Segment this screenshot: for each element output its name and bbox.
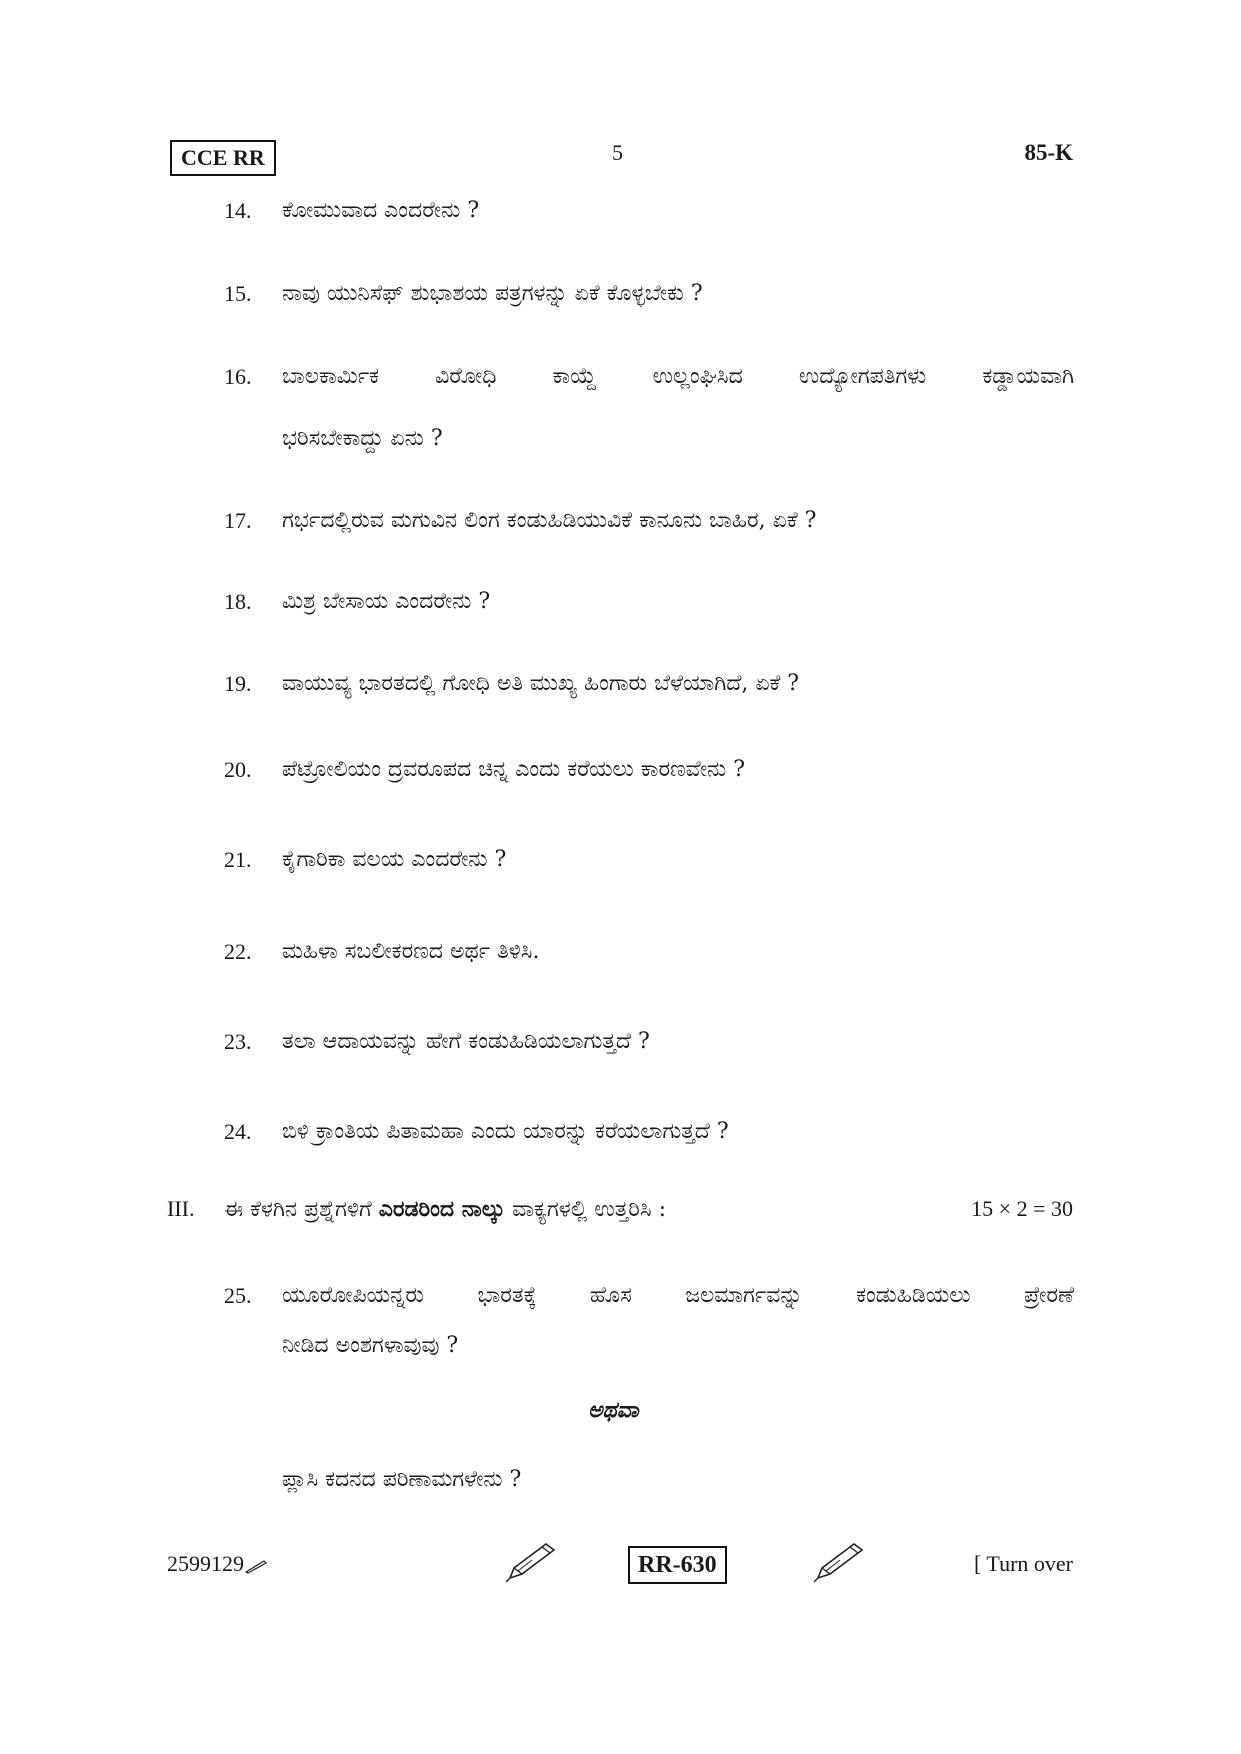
question-22 bbox=[224, 935, 1074, 969]
question-20 bbox=[224, 753, 1074, 787]
question-number: 14. bbox=[224, 198, 252, 223]
question-text: ವಾಯುವ್ಯ ಭಾರತದಲ್ಲಿ ಗೋಧಿ ಅತಿ ಮುಖ್ಯ ಹಿಂಗಾರು ಬೆಳೆಯಾಗಿದೆ, ಏಕೆ ? bbox=[282, 671, 800, 696]
question-number: 22. bbox=[224, 939, 252, 964]
footer-code-box: RR-630 bbox=[628, 1546, 727, 1584]
serial-text: 2599129 bbox=[167, 1551, 244, 1576]
question-text: ಮಿಶ್ರ ಬೇಸಾಯ ಎಂದರೇನು ? bbox=[282, 589, 491, 614]
page-number: 5 bbox=[612, 140, 623, 165]
question-16 bbox=[224, 360, 1074, 456]
instruction-text: ಈ ಕೆಳಗಿನ ಪ್ರಶ್ನೆಗಳಿಗೆ bbox=[224, 1197, 379, 1222]
question-number: 24. bbox=[224, 1119, 252, 1144]
question-19 bbox=[224, 667, 1074, 701]
question-number: 23. bbox=[224, 1029, 252, 1054]
turn-over-note: [ Turn over bbox=[973, 1551, 1073, 1576]
question-text-continued: ನೀಡಿದ ಅಂಶಗಳಾವುವು ? bbox=[282, 1333, 459, 1358]
question-number: 17. bbox=[224, 508, 252, 533]
question-14 bbox=[224, 194, 1074, 228]
question-text: ಬಾಲಕಾರ್ಮಿಕ ವಿರೋಧಿ ಕಾಯ್ದೆ ಉಲ್ಲಂಘಿಸಿದ ಉದ್ಯೋಗಪತಿಗಳು ಕಡ್ಡಾಯವಾಗಿ bbox=[282, 364, 1074, 389]
question-text: ಕೈಗಾರಿಕಾ ವಲಯ ಎಂದರೇನು ? bbox=[282, 847, 507, 872]
paper-code: 85-K bbox=[1024, 140, 1073, 165]
question-number: 19. bbox=[224, 671, 252, 696]
section-three-heading bbox=[167, 1192, 1073, 1227]
question-number: 16. bbox=[224, 364, 252, 389]
pen-icon bbox=[810, 1538, 868, 1584]
instruction-text-end: ವಾಕ್ಯಗಳಲ್ಲಿ ಉತ್ತರಿಸಿ : bbox=[505, 1197, 666, 1222]
question-text: ತಲಾ ಆದಾಯವನ್ನು ಹೇಗೆ ಕಂಡುಹಿಡಿಯಲಾಗುತ್ತದೆ ? bbox=[282, 1029, 650, 1054]
question-23 bbox=[224, 1025, 1074, 1059]
question-18 bbox=[224, 585, 1074, 619]
question-number: 21. bbox=[224, 847, 252, 872]
question-17 bbox=[224, 504, 1074, 538]
question-text: ಗರ್ಭದಲ್ಲಿರುವ ಮಗುವಿನ ಲಿಂಗ ಕಂಡುಹಿಡಿಯುವಿಕೆ ಕಾನೂನು ಬಾಹಿರ, ಏಕೆ ? bbox=[282, 508, 817, 533]
instruction-emphasis: ಎರಡರಿಂದ ನಾಲ್ಕು bbox=[378, 1196, 506, 1222]
question-text: ಕೋಮುವಾದ ಎಂದರೇನು ? bbox=[282, 198, 480, 223]
question-text: ಮಹಿಳಾ ಸಬಲೀಕರಣದ ಅರ್ಥ ತಿಳಿಸಿ. bbox=[282, 939, 540, 964]
section-instruction bbox=[224, 1192, 666, 1227]
question-number: 15. bbox=[224, 281, 252, 306]
question-text: ನಾವು ಯುನಿಸೆಫ್ ಶುಭಾಶಯ ಪತ್ರಗಳನ್ನು ಏಕೆ ಕೊಳ್ಳಬೇಕು ? bbox=[282, 281, 703, 306]
question-text: ಪೆಟ್ರೋಲಿಯಂ ದ್ರವರೂಪದ ಚಿನ್ನ ಎಂದು ಕರೆಯಲು ಕಾರಣವೇನು ? bbox=[282, 757, 746, 782]
question-21 bbox=[224, 843, 1074, 877]
or-separator: ಅಥವಾ bbox=[588, 1397, 639, 1423]
question-text: ಯೂರೋಪಿಯನ್ನರು ಭಾರತಕ್ಕೆ ಹೊಸ ಜಲಮಾರ್ಗವನ್ನು ಕಂಡುಹಿಡಿಯಲು ಪ್ರೇರಣೆ bbox=[282, 1283, 1074, 1308]
question-number: 18. bbox=[224, 589, 252, 614]
pencil-mark-icon bbox=[244, 1558, 268, 1574]
pen-icon bbox=[502, 1538, 560, 1584]
alternative-question: ಪ್ಲಾಸಿ ಕದನದ ಪರಿಣಾಮಗಳೇನು ? bbox=[282, 1467, 522, 1492]
question-25 bbox=[224, 1279, 1074, 1363]
question-15 bbox=[224, 277, 1074, 311]
section-roman-numeral: III. bbox=[167, 1196, 195, 1221]
footer-serial-number bbox=[167, 1551, 268, 1577]
section-marks: 15 × 2 = 30 bbox=[971, 1196, 1073, 1221]
question-text-continued: ಭರಿಸಬೇಕಾದ್ದು ಏನು ? bbox=[282, 426, 443, 451]
question-number: 20. bbox=[224, 757, 252, 782]
question-number: 25. bbox=[224, 1283, 252, 1308]
question-text: ಬಿಳಿ ಕ್ರಾಂತಿಯ ಪಿತಾಮಹಾ ಎಂದು ಯಾರನ್ನು ಕರೆಯಲಾಗುತ್ತದೆ ? bbox=[282, 1119, 729, 1144]
question-24 bbox=[224, 1115, 1074, 1149]
header-code-box: CCE RR bbox=[170, 140, 276, 176]
